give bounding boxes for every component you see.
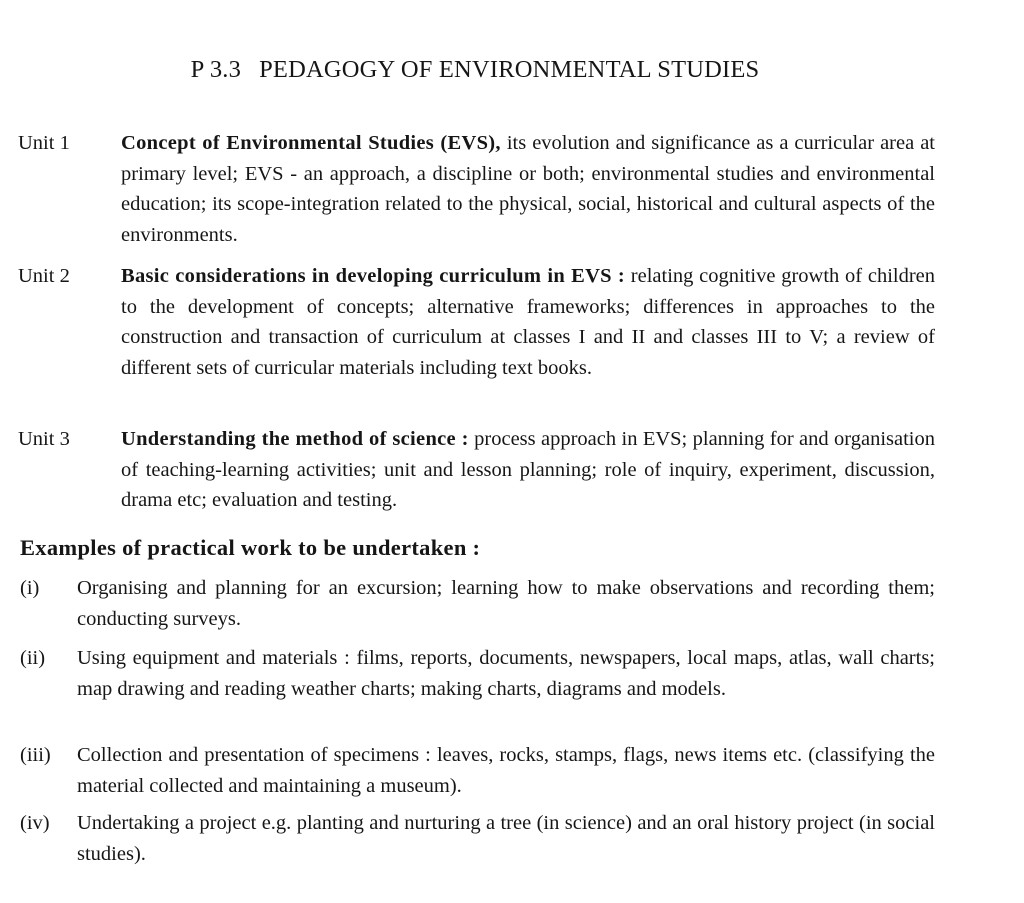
practical-item-1 <box>20 573 936 635</box>
item-text: Collection and presentation of specimens : leaves, rocks, stamps, flags, news items etc. (classifying the material collected and maintaining a museum). <box>77 744 935 797</box>
unit-description <box>121 128 935 250</box>
unit-text: relating cognitive growth of children to the development of concepts; alternative frameworks; differences in approaches to the construction and transaction of curriculum at classes I and II and classes III to V; a review of different sets of curricular materials including text books. <box>121 265 936 379</box>
practical-item-3 <box>20 740 936 802</box>
unit-text: its evolution and significance as a curricular area at primary level; EVS - an approach, a discipline or both; environmental studies and environmental education; its scope-integration related to the physical, social, historical and cultural aspects of the environments. <box>121 132 935 246</box>
practical-work-heading: Examples of practical work to be undertaken : <box>20 535 481 560</box>
course-title: PEDAGOGY OF ENVIRONMENTAL STUDIES <box>259 56 760 83</box>
item-text: Organising and planning for an excursion; learning how to make observations and recording them; conducting surveys. <box>77 577 935 630</box>
practical-item-4 <box>20 808 936 870</box>
unit-label: Unit 2 <box>18 265 70 287</box>
unit-topic: Basic considerations in developing curriculum in EVS : <box>121 265 626 287</box>
unit-description <box>121 424 935 516</box>
unit-topic: Understanding the method of science : <box>121 428 469 450</box>
item-label: (i) <box>20 577 40 599</box>
item-label: (ii) <box>20 647 46 669</box>
unit-3 <box>18 424 938 516</box>
item-text: Undertaking a project e.g. planting and nurturing a tree (in science) and an oral history project (in social studies). <box>77 812 935 865</box>
unit-topic: Concept of Environmental Studies (EVS), <box>121 132 501 154</box>
page-title <box>0 56 950 84</box>
practical-item-2 <box>20 643 936 705</box>
unit-2 <box>18 261 938 383</box>
item-label: (iii) <box>20 744 51 766</box>
unit-label: Unit 3 <box>18 428 70 450</box>
unit-description <box>121 261 935 383</box>
course-code: P 3.3 <box>190 56 242 83</box>
item-text: Using equipment and materials : films, reports, documents, newspapers, local maps, atlas, wall charts; map drawing and reading weather charts; making charts, diagrams and models. <box>77 647 935 700</box>
item-label: (iv) <box>20 812 50 834</box>
unit-1 <box>18 128 938 250</box>
unit-text: process approach in EVS; planning for and organisation of teaching-learning activities; unit and lesson planning; role of inquiry, experiment, discussion, drama etc; evaluation and testing. <box>121 428 935 511</box>
unit-label: Unit 1 <box>18 132 70 154</box>
